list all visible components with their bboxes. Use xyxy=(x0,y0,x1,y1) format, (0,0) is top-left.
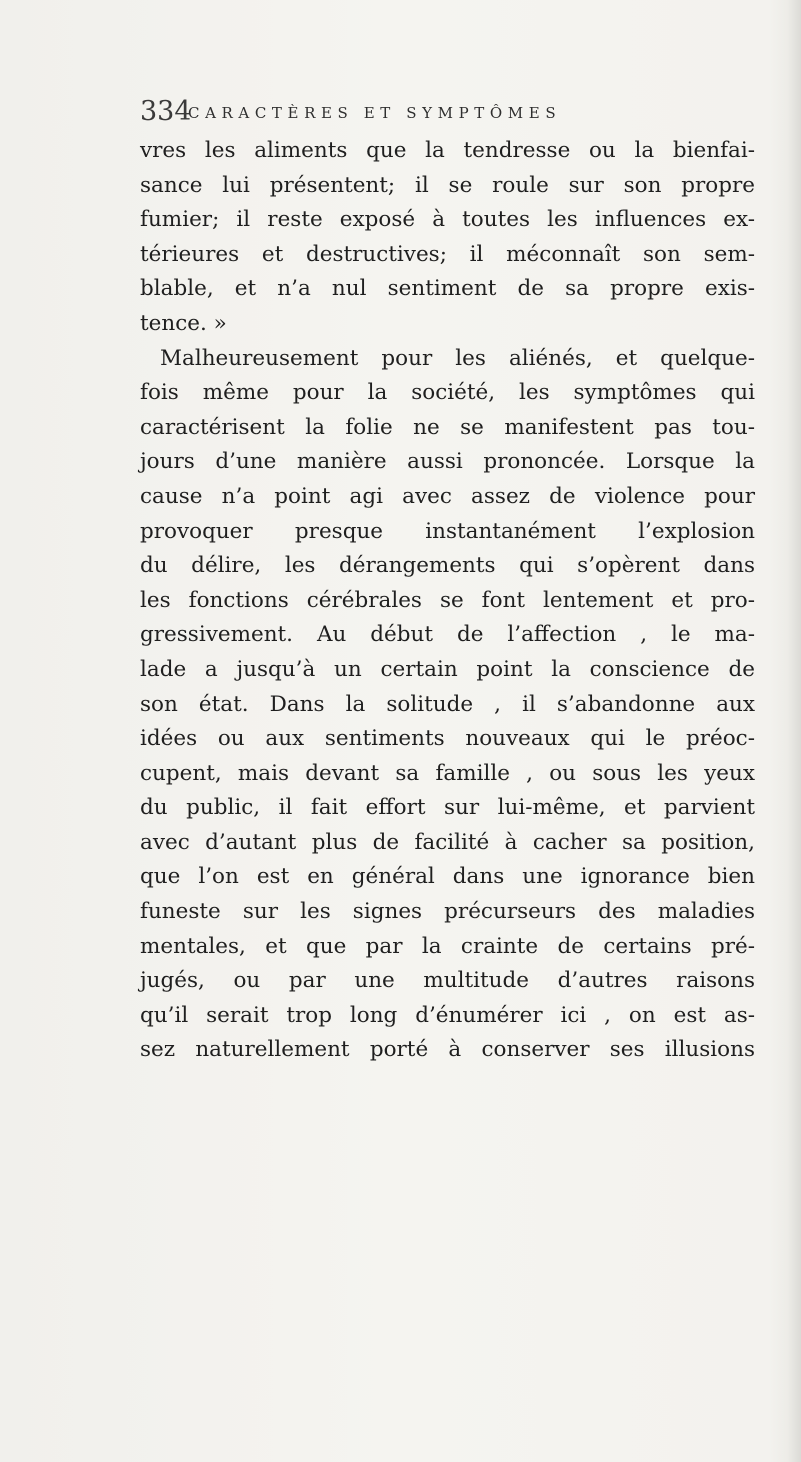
page-header xyxy=(140,92,700,132)
text-line: du délire, les dérangements qui s’opèrent dans xyxy=(140,553,755,579)
text-line: provoquer presque instantanément l’explosion xyxy=(140,518,755,544)
text-line: sez naturellement porté à conserver ses illusions xyxy=(140,1037,755,1063)
text-line: funeste sur les signes précurseurs des maladies xyxy=(140,899,755,925)
text-line: son état. Dans la solitude , il s’abandonne aux xyxy=(140,691,755,717)
text-line: idées ou aux sentiments nouveaux qui le préoc- xyxy=(140,726,755,752)
text-line: jugés, ou par une multitude d’autres raisons xyxy=(140,968,755,994)
text-line: avec d’autant plus de facilité à cacher sa position, xyxy=(140,829,755,855)
text-line: cupent, mais devant sa famille , ou sous les yeux xyxy=(140,760,755,786)
page-number: 334 xyxy=(140,96,192,127)
text-line: gressivement. Au début de l’affection , le ma- xyxy=(140,622,755,648)
text-line: mentales, et que par la crainte de certains pré- xyxy=(140,933,755,959)
text-line: fois même pour la société, les symptômes qui xyxy=(140,380,755,406)
text-line: cause n’a point agi avec assez de violence pour xyxy=(140,483,755,509)
page-edge-shadow xyxy=(787,0,801,1462)
text-line: qu’il serait trop long d’énumérer ici , on est as- xyxy=(140,1002,755,1028)
text-line: du public, il fait effort sur lui-même, et parvient xyxy=(140,795,755,821)
running-head: CARACTÈRES ET SYMPTÔMES xyxy=(188,104,562,122)
text-line: tence. » xyxy=(140,310,227,336)
text-line: sance lui présentent; il se roule sur son propre xyxy=(140,172,755,198)
text-line: térieures et destructives; il méconnaît son sem- xyxy=(140,241,755,267)
text-line: vres les aliments que la tendresse ou la bienfai- xyxy=(140,138,755,163)
text-line: les fonctions cérébrales se font lentement et pro- xyxy=(140,587,755,613)
body-text xyxy=(140,134,755,1068)
text-line: fumier; il reste exposé à toutes les influences ex- xyxy=(140,207,755,233)
text-line: que l’on est en général dans une ignorance bien xyxy=(140,864,755,890)
text-line: caractérisent la folie ne se manifestent pas tou- xyxy=(140,414,755,440)
text-line: lade a jusqu’à un certain point la conscience de xyxy=(140,656,755,682)
text-line: blable, et n’a nul sentiment de sa propre exis- xyxy=(140,276,755,302)
text-line: Malheureusement pour les aliénés, et quelque- xyxy=(160,345,755,371)
text-line: jours d’une manière aussi prononcée. Lorsque la xyxy=(140,449,755,475)
